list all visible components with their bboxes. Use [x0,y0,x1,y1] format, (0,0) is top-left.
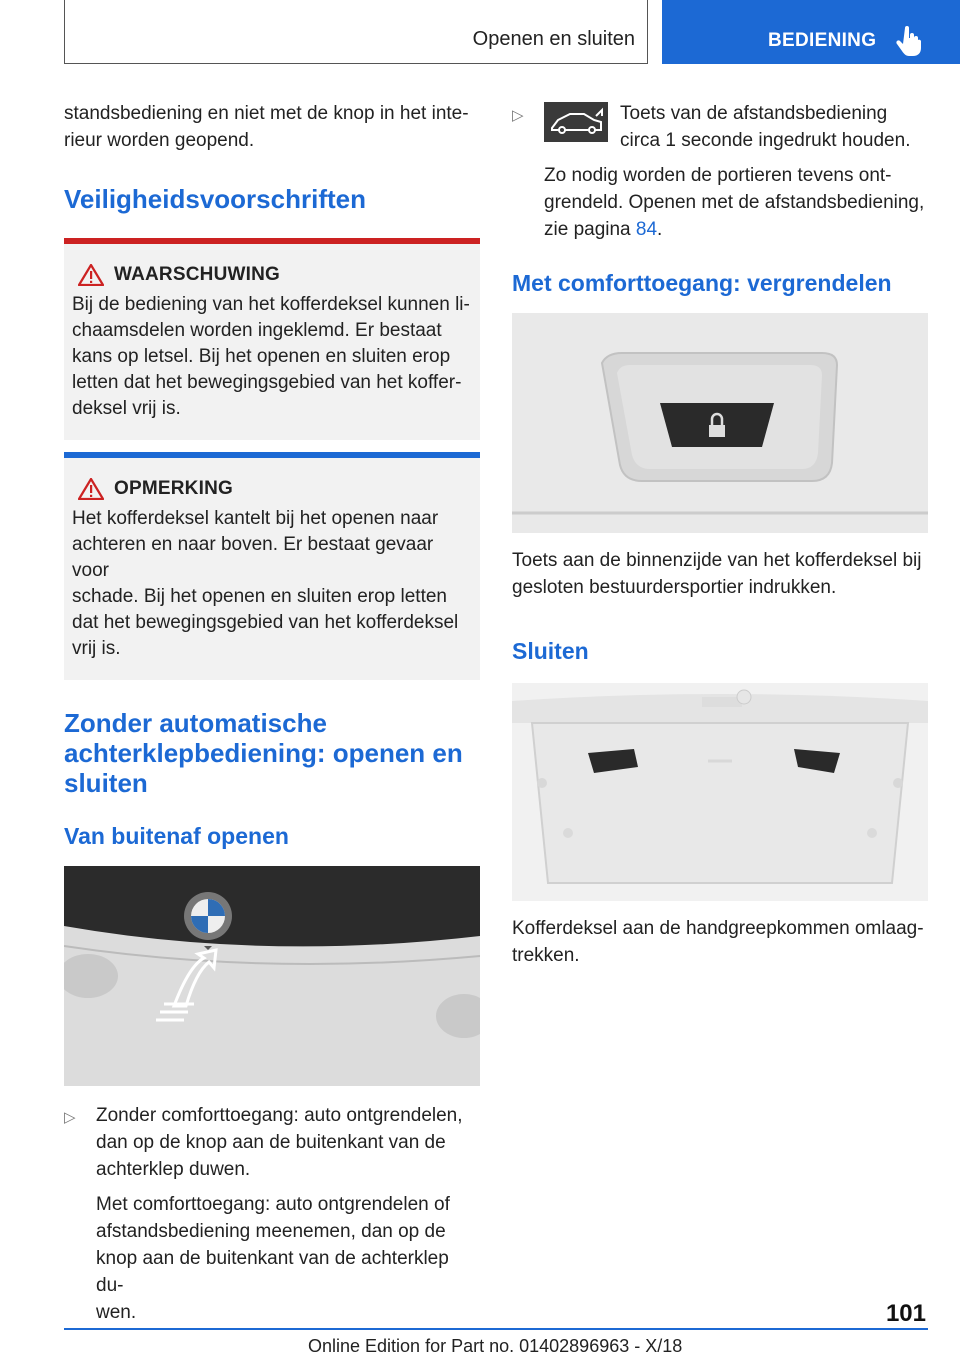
footer-divider [64,1328,928,1330]
remote-continued-part1: Zo nodig worden de portieren tevens ont- grendeld. Openen met de afstandsbediening, zie pagina [544,165,925,240]
note-label: OPMERKING [114,478,233,499]
page-link-84[interactable]: 84 [635,219,658,240]
bullet-triangle-icon: ▷ [64,1109,76,1126]
edition-footer: Online Edition for Part no. 01402896963 - X/18 [308,1336,683,1356]
comfort-lock-text: Toets aan de binnenzijde van het kofferdeksel bij gesloten bestuurdersportier indrukken. [512,550,922,598]
bullet-text-comfort: Met comforttoegang: auto ontgrendelen of afstandsbediening meenemen, dan op de knop aan de buitenkant van de achterklep du- wen. [96,1194,450,1323]
header-chapter-box [64,0,648,64]
heading-safety: Veiligheidsvoorschriften [64,184,366,214]
list-item-remote [512,100,928,243]
chapter-title: Openen en sluiten [472,28,635,50]
heading-close: Sluiten [512,638,589,664]
note-box [64,452,480,680]
remote-trunk-button-icon [544,102,608,142]
trunk-exterior-illustration [64,866,480,1086]
trunk-button-outside-image [64,866,480,1086]
heading-comfort-lock: Met comforttoegang: vergrendelen [512,270,892,296]
caution-triangle-icon [78,478,104,500]
warning-box [64,238,480,440]
remote-continued-text [544,162,924,243]
section-title: BEDIENING [768,30,877,51]
trunk-handles-image [512,683,928,901]
lock-button-illustration [512,313,928,533]
bullet-text-no-comfort: Zonder comforttoegang: auto ontgrendelen, dan op de knop aan de buitenkant van de achterklep duwen. [96,1105,463,1180]
remote-bullet-text: Toets van de afstandsbediening circa 1 seconde ingedrukt houden. [620,103,911,151]
close-text: Kofferdeksel aan de handgreepkommen omlaag- trekken. [512,918,924,966]
right-column [512,100,928,969]
note-text: Het kofferdeksel kantelt bij het openen naar achteren en naar boven. Er bestaat gevaar voor schade. Bij het openen en sluiten erop letten dat het bewegingsgebied van het kofferdeksel vrij is. [72,508,459,659]
remote-continued-part2: . [657,219,663,240]
header-section-tab[interactable] [662,0,960,64]
warning-text: Bij de bediening van het kofferdeksel kunnen li- chaamsdelen worden ingeklemd. Er bestaat kans op letsel. Bij het openen en sluiten erop letten dat het bewegingsgebied van het koffer- deksel vrij is. [72,294,470,419]
hand-pointer-icon [896,26,922,56]
warning-label: WAARSCHUWING [114,264,280,285]
left-column [64,100,480,1326]
trunk-lid-interior-illustration [512,683,928,901]
bullet-triangle-icon: ▷ [512,107,524,124]
intro-text: standsbediening en niet met de knop in het inte- rieur worden geopend. [64,103,469,151]
inside-lock-button-image [512,313,928,533]
heading-open-outside: Van buitenaf openen [64,823,289,849]
warning-triangle-icon [78,264,104,286]
heading-without-auto: Zonder automatische achterklepbediening: openen en sluiten [64,708,463,798]
page-number: 101 [885,1300,926,1327]
list-item-open-outside [64,1102,480,1326]
